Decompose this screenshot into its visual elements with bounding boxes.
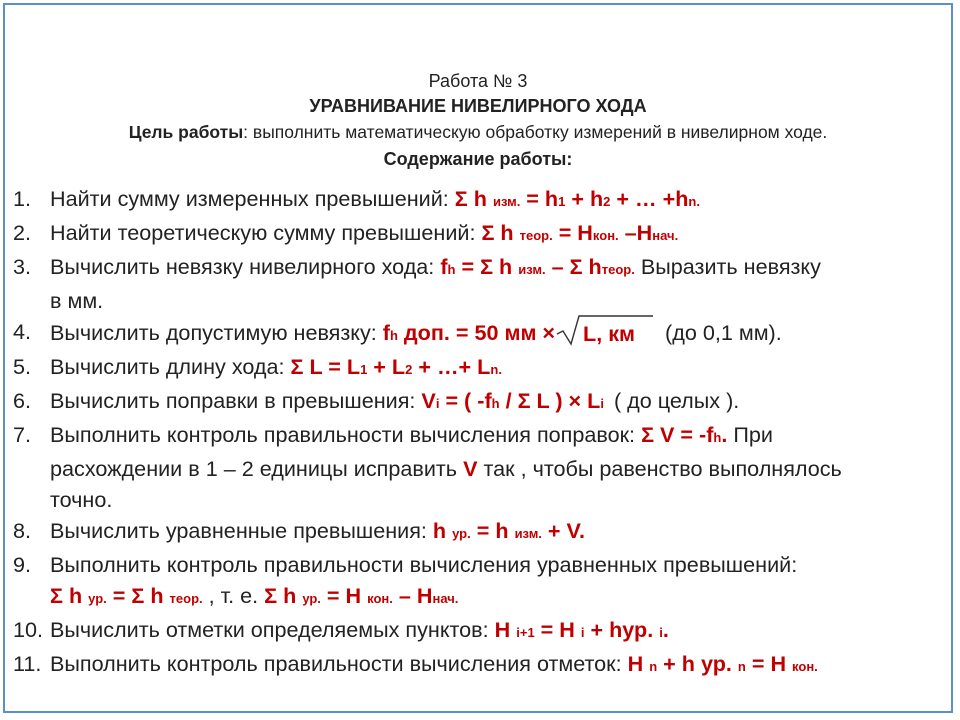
header — [5, 69, 951, 173]
item-tail: Выразить невязку — [634, 254, 821, 279]
list-item-1 — [13, 183, 948, 217]
list-item-3 — [13, 251, 948, 316]
item-text: Найти сумму измеренных превышений: — [50, 186, 455, 211]
item-number: 1. — [13, 186, 32, 211]
formula: Σ h ур. = Σ h теор. — [50, 583, 203, 608]
item-text: Вычислить отметки определяемых пунктов: — [50, 617, 495, 642]
item-tail: (до 0,1 мм). — [665, 320, 782, 345]
radicand: L, км — [583, 321, 636, 346]
list-item-2 — [13, 217, 948, 251]
list-item-11 — [13, 648, 948, 682]
formula-2: Σ h ур. = H кон. – Hнач. — [264, 583, 459, 608]
item-continuation: в мм. — [50, 288, 104, 313]
goal-line — [5, 119, 951, 146]
item-text: Вычислить невязку нивелирного хода: — [50, 254, 441, 279]
list-item-8 — [13, 515, 948, 549]
work-title: УРАВНИВАНИЕ НИВЕЛИРНОГО ХОДА — [309, 96, 647, 116]
item-number: 5. — [13, 354, 32, 379]
item-number: 8. — [13, 518, 32, 543]
formula: fh = Σ h изм. – Σ hтеор. — [440, 254, 635, 279]
formula: Σ h изм. = h1 + h2 + … +hn. — [454, 186, 700, 211]
item-number: 10. — [13, 617, 44, 642]
item-text: Выполнить контроль правильности вычисления поправок: — [50, 422, 642, 447]
item-number: 3. — [13, 254, 32, 279]
list-item-5 — [13, 351, 948, 385]
formula: Σ h теор. = Hкон. –Hнач. — [481, 220, 679, 245]
item-text: Выполнить контроль правильности вычисления уравненных превышений: — [50, 552, 798, 577]
slide — [3, 3, 953, 713]
item-text: Вычислить поправки в превышения: — [50, 388, 422, 413]
item-continuation-b: так , чтобы равенство выполнялось — [477, 456, 842, 481]
task-list — [13, 183, 948, 682]
item-number: 9. — [13, 552, 32, 577]
item-text: Выполнить контроль правильности вычисления отметок: — [50, 651, 628, 676]
item-text: Найти теоретическую сумму превышений: — [50, 220, 482, 245]
formula: h ур. = h изм. + V. — [432, 518, 585, 543]
formula: Σ V = -fh. — [641, 422, 728, 447]
content-title: Содержание работы: — [383, 149, 573, 169]
list-item-7 — [13, 419, 948, 515]
item-tail: При — [727, 422, 773, 447]
item-number: 2. — [13, 220, 32, 245]
formula-v: V — [463, 456, 478, 481]
list-item-9 — [13, 549, 948, 614]
item-number: 11. — [13, 651, 42, 676]
item-mid: , т. е. — [202, 583, 265, 608]
item-continuation-2: точно. — [50, 487, 113, 512]
formula: Vi = ( -fh / Σ L ) × Li — [421, 388, 604, 413]
list-item-4 — [13, 316, 948, 351]
list-item-10 — [13, 614, 948, 648]
goal-label: Цель работы — [128, 122, 244, 142]
item-continuation: расхождении в 1 – 2 единицы исправить — [50, 456, 464, 481]
formula: fh доп. = 50 мм × — [382, 320, 556, 345]
item-text: Вычислить допустимую невязку: — [50, 320, 383, 345]
work-number: Работа № 3 — [428, 71, 528, 91]
goal-text: : выполнить математическую обработку измерений в нивелирном ходе. — [243, 122, 828, 142]
item-number: 6. — [13, 388, 32, 413]
item-text: Вычислить длину хода: — [50, 354, 291, 379]
formula: H n + h ур. n = H кон. — [627, 651, 818, 676]
square-root-sign — [555, 316, 655, 346]
item-number: 7. — [13, 422, 32, 447]
item-number: 4. — [13, 319, 32, 344]
list-item-6 — [13, 385, 948, 419]
item-tail: ( до целых ). — [613, 388, 740, 413]
item-text: Вычислить уравненные превышения: — [50, 518, 433, 543]
formula: Σ L = L1 + L2 + …+ Ln. — [290, 354, 502, 379]
formula: H i+1 = H i + hур. i. — [494, 617, 669, 642]
